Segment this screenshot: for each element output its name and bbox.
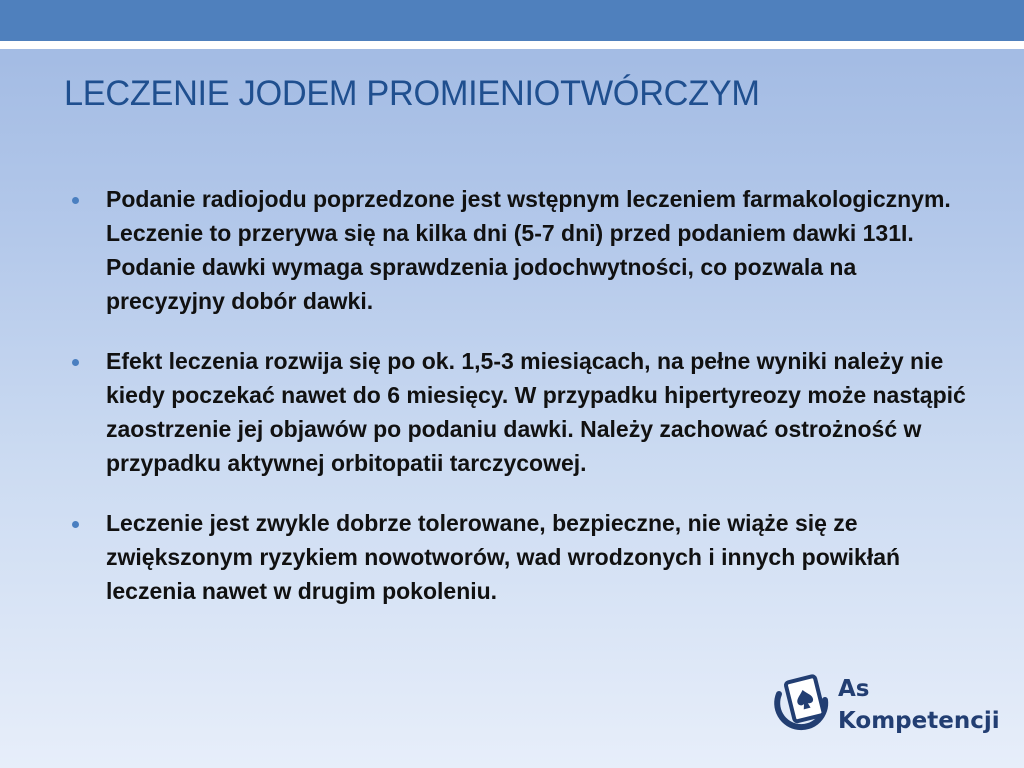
bullet-item <box>72 506 972 608</box>
logo-text-kompetencji: Kompetencji <box>838 708 1000 734</box>
bullet-dot-icon <box>72 197 79 204</box>
header-bar <box>0 0 1024 41</box>
slide-title: LECZENIE JODEM PROMIENIOTWÓRCZYM <box>64 74 760 113</box>
bullet-text: Leczenie jest zwykle dobrze tolerowane, bezpieczne, nie wiąże się ze zwiększonym ryzykiem nowotworów, wad wrodzonych i innych powikłań leczenia nawet w drugim pokoleniu. <box>106 510 901 604</box>
bullet-item <box>72 344 972 480</box>
logo-text-as: As <box>838 676 870 702</box>
bullet-text: Efekt leczenia rozwija się po ok. 1,5-3 miesiącach, na pełne wyniki należy nie kiedy poczekać nawet do 6 miesięcy. W przypadku hipertyreozy może nastąpić zaostrzenie jej objawów po podaniu dawki. Należy zachować ostrożność w przypadku aktywnej orbitopatii tarczycowej. <box>106 348 966 476</box>
spade-card-icon <box>770 670 832 744</box>
bullet-dot-icon <box>72 521 79 528</box>
as-kompetencji-logo <box>770 670 1000 750</box>
header-stripe <box>0 41 1024 49</box>
bullet-dot-icon <box>72 359 79 366</box>
bullet-item <box>72 182 972 318</box>
bullet-text: Podanie radiojodu poprzedzone jest wstępnym leczeniem farmakologicznym. Leczenie to przerywa się na kilka dni (5-7 dni) przed podaniem dawki 131I. Podanie dawki wymaga sprawdzenia jodochwytności, co pozwala na precyzyjny dobór dawki. <box>106 186 951 314</box>
bullet-list <box>72 182 972 634</box>
